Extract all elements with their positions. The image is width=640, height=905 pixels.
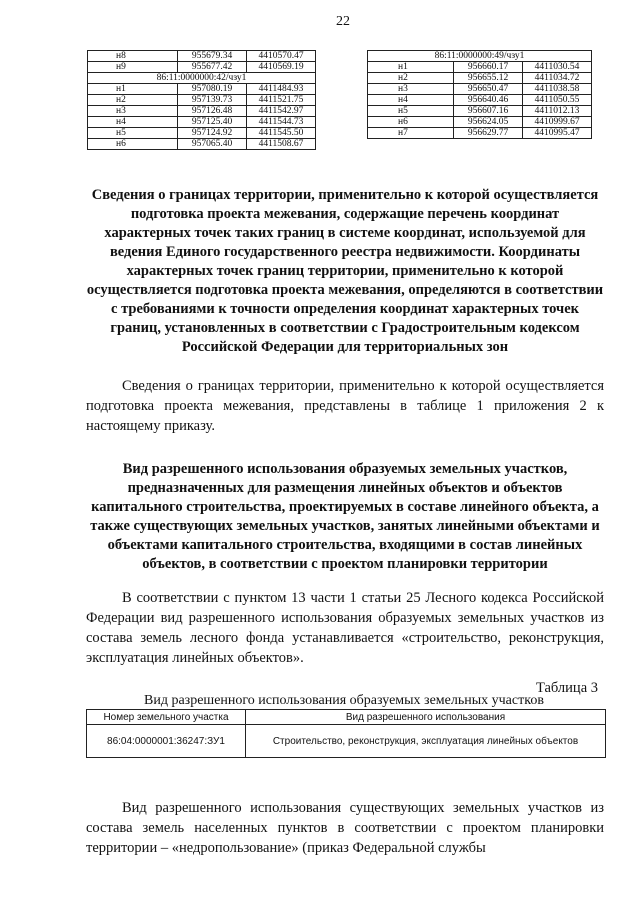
coord-x: 955679.34 <box>178 51 247 62</box>
coord-x: 957125.40 <box>178 117 247 128</box>
coord-x: 956624.05 <box>454 117 523 128</box>
coordinates-table-right <box>367 50 592 139</box>
coord-y: 4410569.19 <box>247 62 316 73</box>
point-id: н3 <box>368 84 454 95</box>
section-heading-boundaries: Сведения о границах территории, применительно к которой осуществляется подготовка проекта межевания, содержащие перечень координат характерных точек таких границ в системе координат, используемой для ведения Единого государственного реестра недвижимости. Координаты характерных точек границ территории, применительно к которой осуществляется подготовка проекта межевания, определяются в соответствии с требованиями к точности определения координат характерных точек границ, установленных в соответствии с Градостроительным кодексом Российской Федерации для территориальных зон <box>86 187 604 355</box>
coord-y: 4411030.54 <box>523 62 592 73</box>
coord-x: 957065.40 <box>178 139 247 150</box>
coord-y: 4411484.93 <box>247 84 316 95</box>
permitted-use-cell: Строительство, реконструкция, эксплуатация линейных объектов <box>246 725 606 758</box>
coordinates-table-left <box>87 50 316 150</box>
point-id: н2 <box>368 73 454 84</box>
point-id: н4 <box>368 95 454 106</box>
coord-y: 4411545.50 <box>247 128 316 139</box>
coord-y: 4410999.67 <box>523 117 592 128</box>
coord-x: 956655.12 <box>454 73 523 84</box>
coord-x: 957126.48 <box>178 106 247 117</box>
point-id: н1 <box>88 84 178 95</box>
point-id: н3 <box>88 106 178 117</box>
table-row <box>368 73 592 84</box>
paragraph-boundaries-info: Сведения о границах территории, применительно к которой осуществляется подготовка проекта межевания, представлены в таблице 1 приложения 2 к настоящему приказу. <box>86 378 604 434</box>
coord-x: 957080.19 <box>178 84 247 95</box>
coord-x: 956607.16 <box>454 106 523 117</box>
table-row <box>87 725 606 758</box>
point-id: н9 <box>88 62 178 73</box>
table-group-row <box>88 73 316 84</box>
table-row <box>88 106 316 117</box>
coord-x: 956660.17 <box>454 62 523 73</box>
paragraph-existing-parcels: Вид разрешенного использования существующих земельных участков из состава земель населенных пунктов в соответствии с проектом планировки территории – «недропользование» (приказ Федеральной службы <box>86 800 604 856</box>
point-id: н2 <box>88 95 178 106</box>
point-id: н8 <box>88 51 178 62</box>
coord-x: 957124.92 <box>178 128 247 139</box>
coord-y: 4411012.13 <box>523 106 592 117</box>
point-id: н1 <box>368 62 454 73</box>
table-caption: Вид разрешенного использования образуемых земельных участков <box>144 693 544 708</box>
point-id: н7 <box>368 128 454 139</box>
permitted-use-table <box>86 709 606 758</box>
coord-x: 956650.47 <box>454 84 523 95</box>
coord-y: 4410995.47 <box>523 128 592 139</box>
point-id: н4 <box>88 117 178 128</box>
table-row <box>368 62 592 73</box>
point-id: н6 <box>88 139 178 150</box>
table-row <box>88 84 316 95</box>
page-number: 22 <box>336 14 350 29</box>
coord-y: 4411034.72 <box>523 73 592 84</box>
parcel-number-cell: 86:04:0000001:36247:ЗУ1 <box>87 725 246 758</box>
coord-x: 956640.46 <box>454 95 523 106</box>
parcel-group-label: 86:11:0000000:49/чзу1 <box>368 51 592 62</box>
table-row <box>368 117 592 128</box>
coord-y: 4411038.58 <box>523 84 592 95</box>
table-row <box>368 95 592 106</box>
point-id: н6 <box>368 117 454 128</box>
coord-x: 955677.42 <box>178 62 247 73</box>
coord-y: 4411050.55 <box>523 95 592 106</box>
column-header-parcel-number: Номер земельного участка <box>87 710 246 725</box>
table-row <box>88 117 316 128</box>
coord-y: 4411508.67 <box>247 139 316 150</box>
column-header-permitted-use: Вид разрешенного использования <box>246 710 606 725</box>
table-number-label: Таблица 3 <box>535 680 598 696</box>
table-row <box>368 106 592 117</box>
table-group-row <box>368 51 592 62</box>
table-header-row <box>87 710 606 725</box>
table-row <box>368 84 592 95</box>
coord-y: 4411544.73 <box>247 117 316 128</box>
table-row <box>88 95 316 106</box>
section-heading-permitted-use: Вид разрешенного использования образуемых земельных участков, предназначенных для размещения линейных объектов и объектов капитального строительства, проектируемых в составе линейного объекта, а также существующих земельных участков, занятых линейными объектами и объектами капитального строительства, входящими в состав линейных объектов, в соответствии с проектом планировки территории <box>90 461 600 572</box>
coord-y: 4411521.75 <box>247 95 316 106</box>
coord-y: 4411542.97 <box>247 106 316 117</box>
table-row <box>88 128 316 139</box>
point-id: н5 <box>368 106 454 117</box>
paragraph-forest-code: В соответствии с пунктом 13 части 1 статьи 25 Лесного кодекса Российской Федерации вид разрешенного использования образуемых земельных участков из состава земель лесного фонда устанавливается «строительство, реконструкция, эксплуатация линейных объектов». <box>86 590 604 666</box>
coord-x: 956629.77 <box>454 128 523 139</box>
table-row <box>88 139 316 150</box>
coord-y: 4410570.47 <box>247 51 316 62</box>
table-row <box>88 51 316 62</box>
point-id: н5 <box>88 128 178 139</box>
parcel-group-label: 86:11:0000000:42/чзу1 <box>88 73 316 84</box>
table-row <box>88 62 316 73</box>
coord-x: 957139.73 <box>178 95 247 106</box>
table-row <box>368 128 592 139</box>
